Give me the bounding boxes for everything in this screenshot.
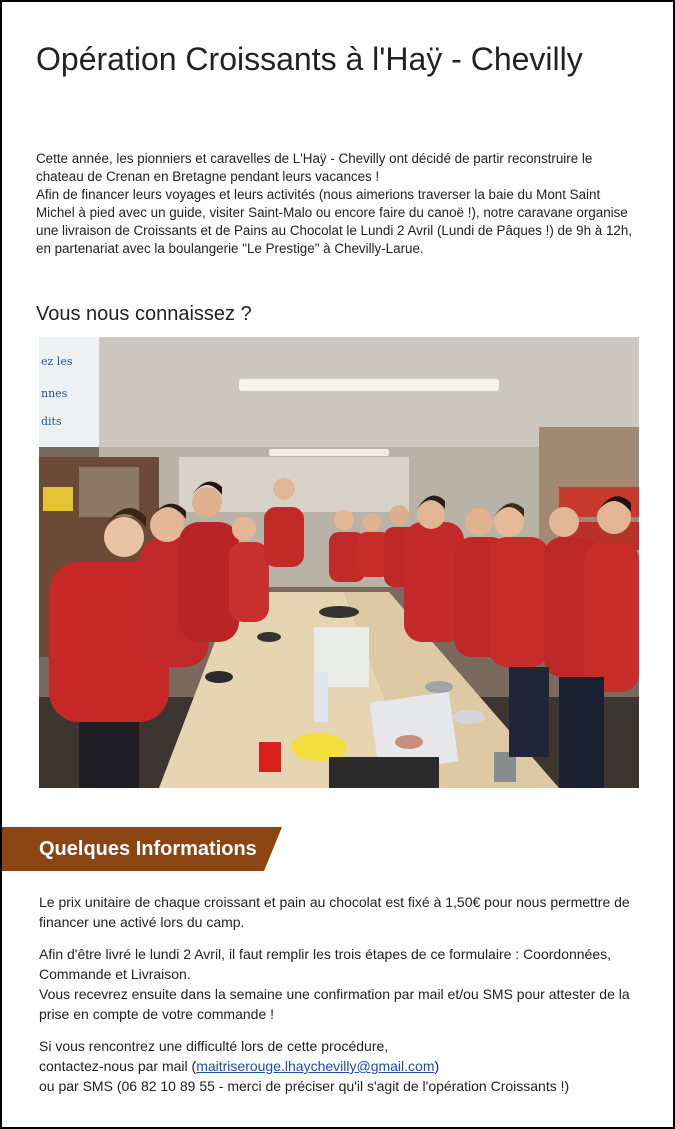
intro-paragraph-1: Cette année, les pionniers et caravelles de L'Haÿ - Chevilly ont décidé de partir reconstruire le chateau de Crenan en Bretagne pendant leurs vacances !: [36, 151, 593, 184]
contact-paragraph: [39, 1036, 639, 1096]
page-title: Opération Croissants à l'Haÿ - Chevilly: [36, 41, 583, 77]
group-photo-illustration: [39, 337, 639, 788]
group-photo: [39, 337, 639, 788]
section-subtitle: Vous nous connaissez ?: [36, 303, 252, 325]
contact-suffix: ): [434, 1058, 440, 1074]
intro-paragraph-2: Afin de financer leurs voyages et leurs activités (nous aimerions traverser la baie du Mont Saint Michel à pied avec un guide, visiter Saint-Malo ou encore faire du canoë !), notre caravane organise une livraison de Croissants et de Pains au Chocolat le Lundi 2 Avril (Lundi de Pâques !) de 9h à 12h, en partenariat avec la boulangerie "Le Prestige" à Chevilly-Larue.: [36, 187, 633, 256]
contact-line-1: Si vous rencontrez une difficulté lors de cette procédure,: [39, 1038, 389, 1054]
info-banner-label: Quelques Informations: [39, 838, 257, 860]
sign-text-3: dits: [41, 415, 62, 428]
delivery-line-2: Vous recevrez ensuite dans la semaine une confirmation par mail et/ou SMS pour attester de la prise en compte de votre commande !: [39, 986, 630, 1022]
delivery-line-1: Afin d'être livré le lundi 2 Avril, il faut remplir les trois étapes de ce formulaire : Coordonnées, Commande et Livraison.: [39, 946, 612, 982]
intro-text: [36, 150, 636, 258]
sign-text-1: ez les: [41, 355, 73, 368]
sign-text-2: nnes: [41, 387, 68, 400]
delivery-paragraph: [39, 944, 639, 1024]
contact-prefix: contactez-nous par mail (: [39, 1058, 197, 1074]
price-paragraph: Le prix unitaire de chaque croissant et pain au chocolat est fixé à 1,50€ pour nous permettre de financer une activé lors du camp.: [39, 894, 630, 930]
info-banner: [2, 827, 282, 871]
contact-sms: ou par SMS (06 82 10 89 55 - merci de préciser qu'il s'agit de l'opération Croissants !): [39, 1078, 570, 1094]
info-section: [39, 892, 639, 1108]
contact-email-link[interactable]: maitriserouge.lhaychevilly@gmail.com: [196, 1058, 435, 1074]
